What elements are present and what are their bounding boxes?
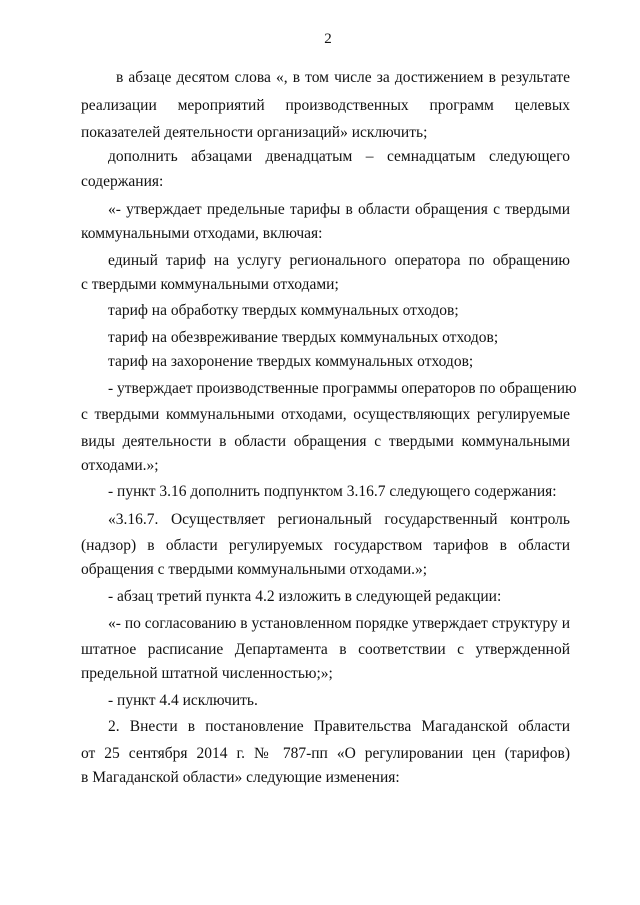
text-line: предельной штатной численностью;»; [81,665,333,682]
text-line: (надзор) в области регулируемых государством тарифов в области [81,537,570,554]
text-line: реализации мероприятий производственных программ целевых [81,97,570,114]
text-line: показателей деятельности организаций» исключить; [81,124,428,141]
text-line: виды деятельности в области обращения с твердыми коммунальными [81,433,570,450]
text-line: от 25 сентября 2014 г. № 787-пп «О регулировании цен (тарифов) [81,745,570,762]
text-line: - пункт 3.16 дополнить подпунктом 3.16.7 следующего содержания: [108,483,557,500]
text-line: дополнить абзацами двенадцатым – семнадцатым следующего [108,148,570,165]
text-line: тариф на обезвреживание твердых коммунальных отходов; [108,329,499,346]
text-line: единый тариф на услугу регионального оператора по обращению [108,252,570,269]
text-line: - абзац третий пункта 4.2 изложить в следующей редакции: [108,588,502,605]
text-line: коммунальными отходами, включая: [81,225,323,242]
text-line: «- утверждает предельные тарифы в области обращения с твердыми [108,201,570,218]
text-line: в абзаце десятом слова «, в том числе за достижением в результате [116,69,570,86]
text-line: отходами.»; [81,457,159,474]
text-line: тариф на обработку твердых коммунальных отходов; [108,302,459,319]
text-line: содержания: [81,173,164,190]
text-line: с твердыми коммунальными отходами; [81,276,339,293]
text-line: «3.16.7. Осуществляет региональный государственный контроль [108,511,570,528]
text-line: обращения с твердыми коммунальными отходами.»; [81,561,428,578]
text-line: тариф на захоронение твердых коммунальных отходов; [108,353,474,370]
text-line: - утверждает производственные программы операторов по обращению [108,380,577,397]
text-line: - пункт 4.4 исключить. [108,692,258,709]
text-line: штатное расписание Департамента в соответствии с утвержденной [81,641,570,658]
page-number: 2 [324,31,332,47]
text-line: «- по согласованию в установленном порядке утверждает структуру и [108,615,570,632]
text-line: с твердыми коммунальными отходами, осуществляющих регулируемые [81,406,570,423]
text-line: в Магаданской области» следующие изменения: [81,769,400,786]
text-line: 2. Внести в постановление Правительства Магаданской области [108,718,570,735]
